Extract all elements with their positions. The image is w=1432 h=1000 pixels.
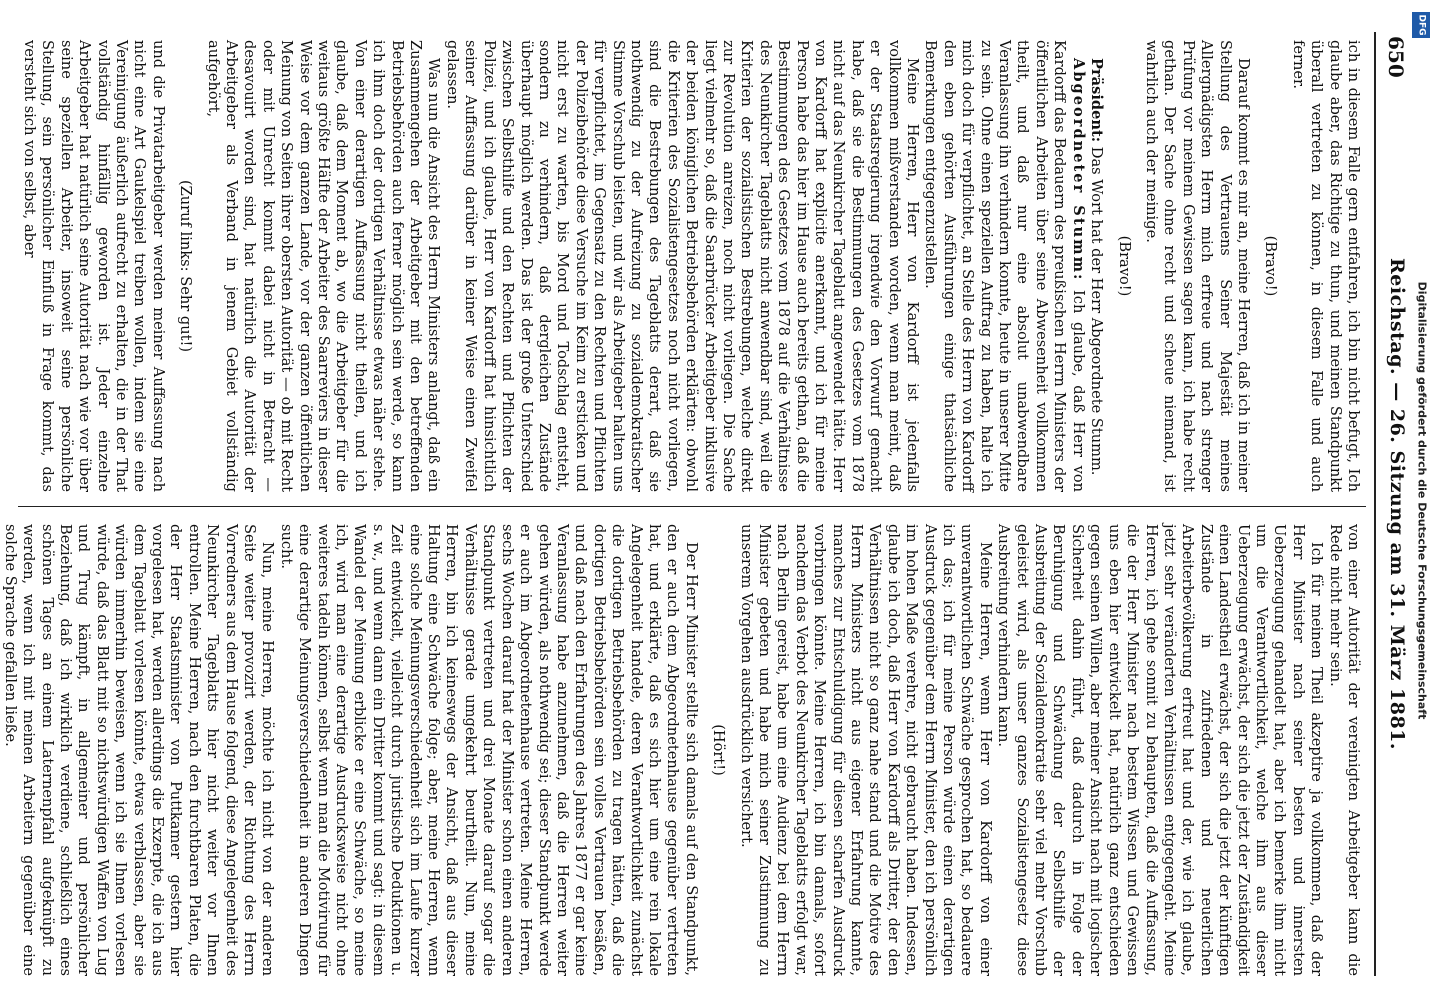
speaker-label: Abgeordneter Stumm: — [1069, 58, 1087, 282]
dfg-logo-text: DFG — [1416, 14, 1427, 36]
paragraph: Der Herr Minister stellte sich damals auf den Standpunkt, den er auch dem Abgeordnetenhause gegenüber vertreten hat, und erklärte, daß es sich hier um eine rein lokale Angelegenheit handele, deren Verantwortlichkeit zunächst die dortigen Betriebsbehörden zu tragen hätten, daß die dortigen Betriebsbehörden sein volles Vertrauen besäßen, und daß nach den Erfahrungen des Jahres 1877 er gar keine Veranlassung habe anzunehmen, daß die Herren weiter gehen würden, als nothwendig sei; dieser Standpunkt werde er auch im Abgeordnetenhause vertreten. Meine Herren, sechs Wochen darauf hat der Minister schon einen anderen Standpunkt vertreten und drei Monate darauf sogar die Verhältnisse gerade umgekehrt beurtheilt. Nun, meine Herren, bin ich keineswegs der Ansicht, daß aus dieser Haltung eine Schwäche folge; aber, meine Herren, wenn eine solche Meinungsverschiedenheit sich im Laufe kurzer Zeit entwickelt, vielleicht durch juristische Deduktionen u. s. w., und wenn dann ein Dritter kommt und sagt: in diesem Wandel der Meinung erblicke er eine Schwäche, so meine ich, wird man eine derartige Ausdrucksweise nicht ohne weiteres tadeln können, selbst wenn man die Motivirung für eine derartige Meinungsverschiedenheit in anderen Dingen sucht. — [277, 524, 700, 976]
paragraph: ich in diesem Falle gern entfahren, ich bin nicht befugt, Ich glaube aber, das Richtige zu thun, und meinen Standpunkt überall vertreten zu können, in diesem Falle und auch ferner. — [1289, 40, 1362, 492]
page-number: 650 — [1384, 36, 1408, 78]
paragraph: Ich glaube, daß Herr von Kardorff das Bedauern des preußischen Herrn Ministers der öffentlichen Arbeiten über seine Abwesenheit vollkommen theilt, und daß nur eine absolut unabwendbare Veranlassung ihn verhindern konnte, heute in unserer Mitte zu sein. Ohne einen speziellen Auftrag zu haben, halte ich mich doch für verpflichtet, an Stelle des Herrn von Kardorff den eben gehörten Ausführungen einige thatsächliche Bemerkungen entgegenzustellen. — [922, 40, 1087, 493]
interjection: (Zuruf links: Sehr gut!) — [177, 179, 195, 353]
interjection: (Bravo!) — [1262, 235, 1280, 297]
column-divider — [18, 506, 1366, 507]
left-column — [20, 40, 1362, 492]
paragraph: Was nun die Ansicht des Herrn Ministers anlangt, daß ein Zusammengehen der Arbeitgeber mit den betreffenden Betriebsbehörden auch ferner möglich sein werde, so kann ich ihm doch der dortigen Verhältnisse etwas näher stehe. Von einer derartigen Auffassung nicht theilen, und ich glaube, daß dem Moment ab, wo die Arbeitgeber für die weitaus größte Hälfte der Arbeiter des Saarreviers in dieser Weise vor dem ganzen Lande, vor der ganzen öffentlichen Meinung von Seiten ihrer obersten Autorität — ob mit Recht oder mit Unrecht kommt dabei nicht in Betracht — desavouirt worden sind, hat natürlich die Autorität der Arbeitgeber als Verband in jenem Gebiet vollständig aufgehört, — [204, 40, 443, 492]
page-header — [1374, 32, 1416, 976]
paragraph: und die Privatarbeitgeber werden meiner Auffassung nach nicht eine Art Gaukelspiel treiben wollen, indem sie eine Vereinigung äußerlich aufrecht zu erhalten, die in der That vollständig hinfällig geworden ist. Jeder einzelne Arbeitgeber hat natürlich seine Autorität nach wie vor über seine speziellen Arbeiter, insoweit seine persönliche Stellung, sein persönlicher Einfluß in Frage kommt, das versteht sich von selbst, aber — [20, 40, 167, 492]
page-title: Reichstag. — 26. Sitzung am 31. März 1881. — [1386, 257, 1408, 751]
speaker-label: Präsident: — [1088, 58, 1106, 143]
paragraph: von einer Autorität der vereinigten Arbeitgeber kann die Rede nicht mehr sein. — [1326, 524, 1362, 976]
paragraph: Das Wort hat der Herr Abgeordnete Stumm. — [1088, 146, 1106, 476]
footer-text: Digitalisierung gefördert durch die Deutsche Forschungsgemeinschaft — [1415, 281, 1429, 719]
interjection: (Bravo!) — [1115, 235, 1133, 297]
dfg-logo — [1412, 12, 1430, 38]
paragraph: Meine Herren, wenn Herr von Kardorff von einer unverantwortlichen Schwäche gesprochen hat, so bedauere ich das; ich für meine Person würde einen derartigen Ausdruck gegenüber dem Herrn Minister, den ich persönlich im hohen Maße verehre, nicht gebraucht haben. Indessen, glaube ich doch, daß Herr von Kardorff als Dritter, der den Verhältnissen nicht so ganz nahe stand und die Motive des Herrn Ministers nicht aus eigener Erfahrung kannte, manches zur Entschuldigung für diesen scharfen Ausdruck vorbringen könnte. Meine Herren, ich bin damals, sofort nachdem das Verbot des Neunkircher Tageblatts erfolgt war, nach Berlin gereist, habe um eine Audienz bei dem Herrn Minister gebeten und habe mich seiner Zustimmung zu unserem Vorgehen ausdrücklich versichert. — [737, 524, 994, 976]
paragraph: Nun, meine Herren, möchte ich nicht von der anderen Seite weiter provozirt werden, der Richtung des Herrn Vorredners aus dem Hause folgend, diese Angelegenheit des Neunkircher Tageblatts hier nicht weiter vor Ihnen entrollen. Meine Herren, nach den furchtbaren Platen, die der Herr Staatsminister von Puttkamer gestern hier vorgelesen hat, werden allerdings die Exzerpte, die ich aus dem Tageblatt vorlesen könnte, etwas verblassen, aber sie würden immerhin beweisen, wenn ich sie Ihnen vorlesen würde, daß das Blatt mit so nichtswürdigen Waffen von Lug und Trug kämpft, in allgemeiner und persönlicher Beziehung, daß ich wirklich verdiene, schließlich eines schönen Tages an einem Laternenpfahl aufgeknüpft zu werden, wenn ich mit meinen Arbeitern gegenüber eine solche Sprache gefallen ließe. — [1, 524, 277, 976]
paragraph: Meine Herren, Herr von Kardorff ist jedenfalls vollkommen mißverstanden worden, wenn man meint, daß er der Staatsregierung irgendwie den Vorwurf gemacht habe, daß sie die Bestimmungen des Gesetzes vom 1878 nicht auf das Neunkircher Tageblatt angewendet hätte. Herr von Kardorff hat explicite anerkannt, und ich für meine Person habe das hier im Hause auch bereits gethan, daß die Bestimmungen des Gesetzes vom 1878 auf die Verhältnisse des Neunkircher Tageblatts nicht anwendbar sind, weil die Kriterien der sozialistischen Bestrebungen, welche direkt zur Revolution anreizen, noch nicht vorliegen. Die Sache liegt vielmehr so, daß die Saarbrücker Arbeitgeber inklusive der beiden königlichen Betriebsbehörden erklärten: obwohl die Kriterien des Sozialistengesetzes noch nicht vorliegen, sind die Bestrebungen des Tageblatts derart, daß sie nothwendig zu der Aufreizung zu sozialdemokratischer Stimme Vorschub leisten, und wir als Arbeitgeber halten uns für verpflichtet, im Gegensatz zu den Rechten und Pflichten der Polizeibehörde diese Versuche im Keim zu ersticken und nicht erst zu warten, bis Mord und Todschlag entsteht, sondern zu verhindern, daß dergleichen Zustände überhaupt möglich werden. Das ist der große Unterschied zwischen Selbsthilfe und den Rechten und Pflichten der Polizei, und ich glaube, Herr von Kardorff hat hinsichtlich seiner Auffassung darüber in keiner Weise einen Zweifel gelassen. — [443, 40, 922, 492]
paragraph: Ich für meinen Theil akzeptire ja vollkommen, daß der Herr Minister nach seiner besten und innersten Ueberzeugung gehandelt hat, aber ich bemerke ihm nicht um die Verantwortlichkeit, welche ihm aus dieser Ueberzeugung erwächst, der sich die jetzt der Zuständigkeit einen Landestheil erwächst, der sich die jetzt der künftigen Zustände in zufriedenen und neuerlichen Arbeiterbevölkerung erfreut hat und der, wie ich glaube, jetzt sehr veränderten Verhältnissen entgegengeht. Meine Herren, ich gehe sonnit zu behaupten, daß die Auffassung, die der Herr Minister nach bestem Wissen und Gewissen uns eben hier entwickelt hat, natürlich ganz entschieden gegen seinen Willen, aber meiner Ansicht nach mit logischer Sicherheit dahin führt, daß dadurch in Folge der Beruhigung und Schwächung der Selbsthilfe der Ausbreitung der Sozialdemokratie sehr viel mehr Vorschub geleistet wird, als unser ganzes Sozialistengesetz diese Ausbreitung verhindern kann. — [995, 524, 1326, 976]
interjection: (Hört!) — [710, 724, 728, 776]
right-column — [1, 524, 1362, 976]
paragraph: Darauf kommt es mir an, meine Herren, daß ich in meiner Stellung des Vertrauens Seiner Majestät meines Allergnädigsten Herrn mich erfreue und nach strenger Prüfung vor meinem Gewissen sagen kann, ich habe recht gethan. Der Sache ohne recht und scheue niemand, ist wahrlich auch der meinige. — [1142, 40, 1252, 492]
digitization-footer — [1413, 14, 1431, 986]
